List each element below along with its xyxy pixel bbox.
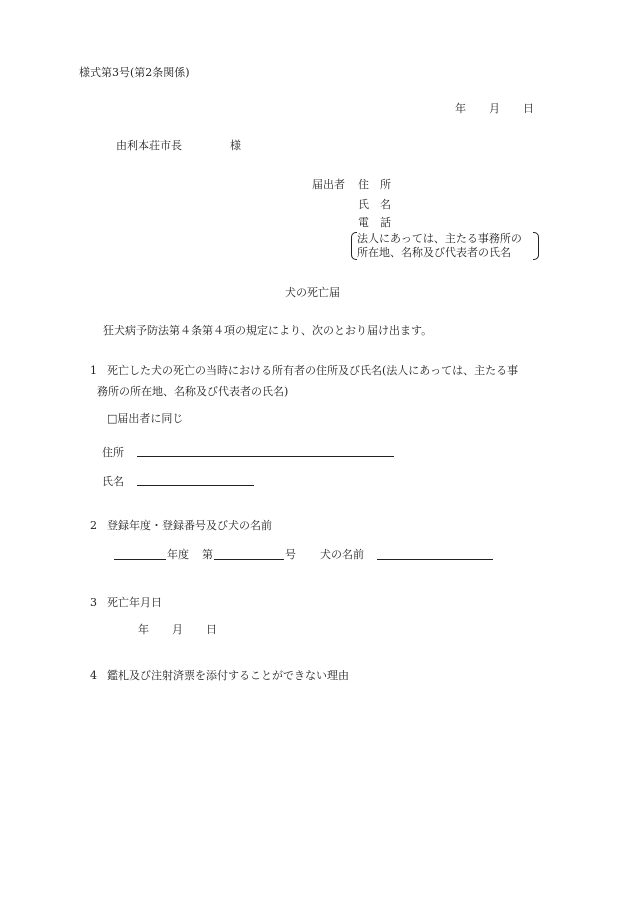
registration-number-field[interactable] <box>214 559 284 560</box>
date-year-label: 年 <box>455 102 466 115</box>
addressee-honorific: 様 <box>230 139 241 152</box>
section4-heading: 鑑札及び注射済票を添付することができない理由 <box>107 669 349 682</box>
registration-year-label: 年度 <box>167 548 189 561</box>
notifier-phone-label: 電 話 <box>358 216 391 229</box>
dog-name-field[interactable] <box>377 559 493 560</box>
addressee <box>116 139 241 152</box>
registration-number-prefix: 第 <box>202 548 213 561</box>
section3-number: 3 <box>90 596 97 609</box>
corporate-note <box>351 231 539 259</box>
notifier-label: 届出者 <box>312 178 345 191</box>
death-day-label: 日 <box>206 623 217 636</box>
section1-number: 1 <box>90 364 97 377</box>
notifier-address-label: 住 所 <box>358 178 391 191</box>
document-title: 犬の死亡届 <box>285 286 340 299</box>
intro-text: 狂犬病予防法第４条第４項の規定により、次のとおり届け出ます。 <box>103 324 433 337</box>
death-month-label: 月 <box>172 623 183 636</box>
registration-year-field[interactable] <box>114 559 166 560</box>
section4-number: 4 <box>90 669 97 682</box>
owner-name-label: 氏名 <box>102 475 124 488</box>
addressee-name: 由利本荘市長 <box>116 139 182 152</box>
date-fields <box>455 102 534 115</box>
date-day-label: 日 <box>523 102 534 115</box>
owner-name-field[interactable] <box>137 485 254 486</box>
right-bracket <box>533 232 539 260</box>
section2-number: 2 <box>90 519 97 532</box>
section3-heading: 死亡年月日 <box>107 596 162 609</box>
notifier-name-label: 氏 名 <box>358 198 391 211</box>
date-month-label: 月 <box>489 102 500 115</box>
death-year-label: 年 <box>138 623 149 636</box>
section2-heading: 登録年度・登録番号及び犬の名前 <box>107 519 272 532</box>
registration-number-suffix: 号 <box>285 548 296 561</box>
owner-address-field[interactable] <box>137 456 394 457</box>
section1-heading-line-1: 死亡した犬の死亡の当時における所有者の住所及び氏名(法人にあっては、主たる事 <box>107 364 519 377</box>
corporate-note-line-2: 所在地、名称及び代表者の氏名 <box>357 246 511 259</box>
owner-address-label: 住所 <box>102 446 124 459</box>
dog-name-label: 犬の名前 <box>320 548 364 561</box>
death-date <box>138 623 217 636</box>
form-number: 様式第3号(第2条関係) <box>79 66 190 79</box>
corporate-note-line-1: 法人にあっては、主たる事務所の <box>357 232 522 245</box>
section1-heading-line-2: 務所の所在地、名称及び代表者の氏名) <box>97 385 289 398</box>
same-as-notifier-checkbox[interactable]: □届出者に同じ <box>107 412 184 425</box>
